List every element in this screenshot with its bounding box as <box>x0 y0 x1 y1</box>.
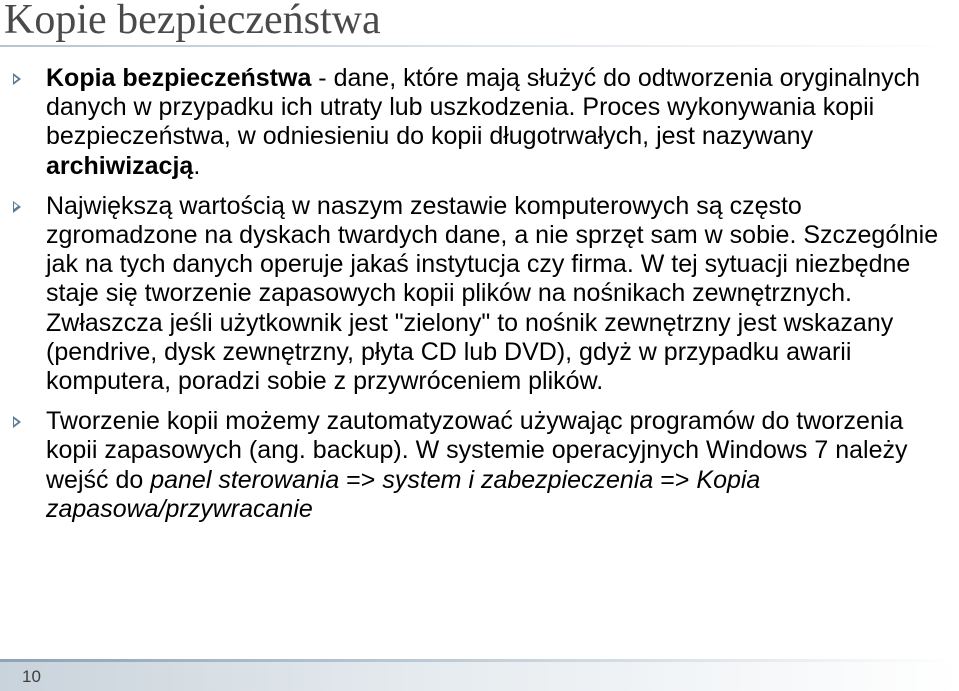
bullet-item <box>0 64 959 181</box>
bullet-triangle-icon <box>13 416 21 428</box>
bullet-text-bold: archiwizacją <box>46 151 194 180</box>
bullet-text: - dane, które mają służyć do odtworzenia oryginalnych danych w przypadku ich utraty lub uszkodzenia. Proces wykonywania kopii bezpieczeństwa, w odniesieniu do kopii długotrwałych, jest nazywany <box>46 64 921 151</box>
bullet-list <box>0 64 959 535</box>
bullet-item <box>0 407 959 524</box>
bullet-item <box>0 192 959 396</box>
page-number: 10 <box>22 667 41 686</box>
bullet-text: Największą wartością w naszym zestawie komputerowych są często zgromadzone na dyskach twardych dane, a nie sprzęt sam w sobie. Szczególnie jak na tych danych operuje jakaś instytucja czy firma. W tej sytuacji niezbędne staje się tworzenie zapasowych kopii plików na nośnikach zewnętrznych. Zwłaszcza jeśli użytkownik jest "zielony" to nośnik zewnętrzny jest wskazany (pendrive, dysk zewnętrzny, płyta CD lub DVD), gdyż w przypadku awarii komputera, poradzi sobie z przywróceniem plików. <box>46 191 939 396</box>
slide-title: Kopie bezpieczeństwa <box>4 0 381 43</box>
bullet-text: . <box>193 151 201 180</box>
bullet-triangle-icon <box>13 201 21 213</box>
bullet-triangle-icon <box>13 73 21 85</box>
bullet-text-bold: Kopia bezpieczeństwa <box>46 64 312 92</box>
bullet-text: Tworzenie kopii możemy zautomatyzować używając programów do tworzenia kopii zapasowych (ang. backup). W systemie operacyjnych Windows 7 należy wejść do <box>46 407 908 494</box>
bullet-text-italic: panel sterowania <box>150 465 340 494</box>
bullet-text-italic: system i zabezpieczenia <box>382 465 654 494</box>
bullet-text: => <box>339 465 383 494</box>
title-divider <box>0 45 959 47</box>
bullet-text-italic: Kopia zapasowa/przywracanie <box>46 465 761 523</box>
bullet-text: => <box>653 465 697 494</box>
footer-bar <box>0 659 959 691</box>
